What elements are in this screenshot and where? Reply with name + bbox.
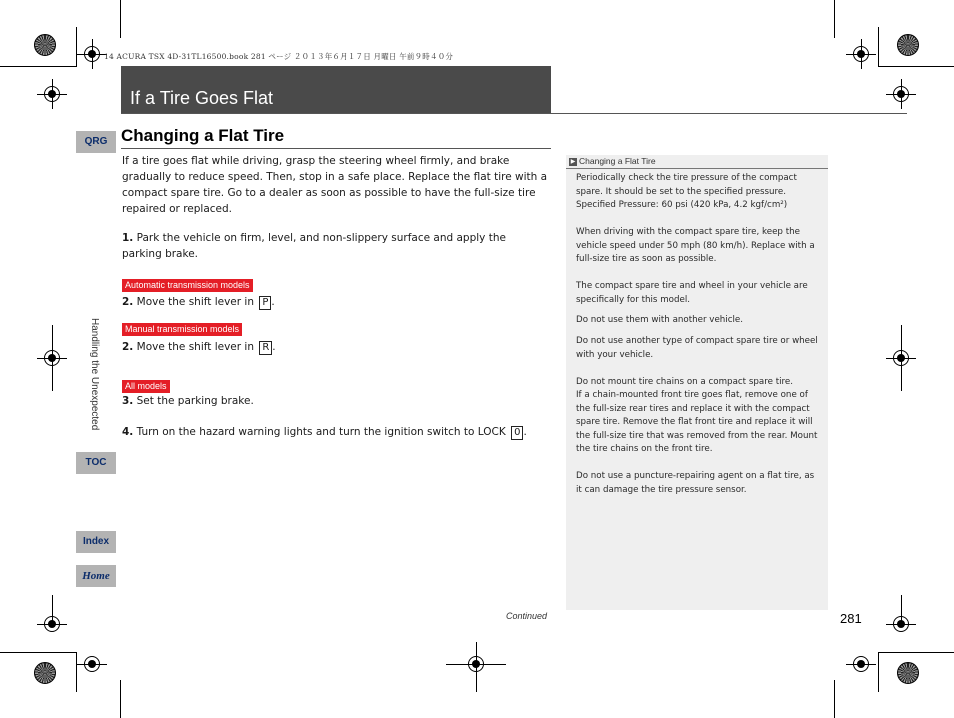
step-number: 2. xyxy=(122,296,134,308)
automatic-transmission-tag: Automatic transmission models xyxy=(122,279,253,292)
crop-line xyxy=(76,652,77,692)
ignition-lock-key: 0 xyxy=(511,426,523,440)
title-rule xyxy=(121,113,907,114)
crop-line xyxy=(0,66,76,67)
notes-heading-text: Changing a Flat Tire xyxy=(579,156,656,166)
crop-line xyxy=(120,0,121,38)
step-1 xyxy=(122,230,522,262)
step-text: Move the shift lever in xyxy=(136,296,254,308)
crosshair-line xyxy=(77,664,107,665)
crop-line xyxy=(52,325,53,391)
note-paragraph: The compact spare tire and wheel in your vehicle are specifically for this model. xyxy=(576,281,808,305)
crop-line xyxy=(878,27,879,67)
all-models-tag: All models xyxy=(122,380,170,393)
page-number: 281 xyxy=(840,611,862,626)
step-number: 3. xyxy=(122,395,134,407)
intro-paragraph: If a tire goes flat while driving, grasp the steering wheel firmly, and brake gradually to reduce speed. Then, stop in a safe place. Replace the flat tire with a compact spare tire. Go to a dealer as soon as possible to have the full-size tire repaired or replaced. xyxy=(122,155,548,215)
crosshair-line xyxy=(901,79,902,109)
crosshair-line xyxy=(52,79,53,109)
shift-position-r-key: R xyxy=(259,341,272,355)
section-title: Changing a Flat Tire xyxy=(121,126,285,145)
registration-target-icon xyxy=(34,34,56,56)
crosshair-line xyxy=(901,595,902,625)
crop-line xyxy=(901,325,902,391)
section-side-label: Handling the Unexpected xyxy=(89,318,100,431)
book-info-line: 14 ACURA TSX 4D-31TL16500.book 281 ページ ２０１３年６月１７日 月曜日 午前９時４０分 xyxy=(104,52,454,61)
shift-position-p-key: P xyxy=(259,296,271,310)
qrg-button[interactable]: QRG xyxy=(76,131,116,153)
registration-target-icon xyxy=(897,662,919,684)
step-2-manual: 2. Move the shift lever in R . xyxy=(122,341,276,353)
index-button[interactable]: Index xyxy=(76,531,116,553)
crop-line xyxy=(0,652,76,653)
crop-line xyxy=(76,27,77,67)
note-paragraph: Periodically check the tire pressure of the compact spare. It should be set to the specified pressure. xyxy=(576,173,797,197)
step-text: Set the parking brake. xyxy=(136,395,254,407)
home-button[interactable]: Home xyxy=(76,565,116,587)
step-number: 4. xyxy=(122,426,134,438)
manual-transmission-tag: Manual transmission models xyxy=(122,323,242,336)
section-rule xyxy=(121,148,551,149)
crop-line xyxy=(878,652,954,653)
crosshair-line xyxy=(846,664,876,665)
crosshair-line xyxy=(52,595,53,625)
step-text: Park the vehicle on firm, level, and non-slippery surface and apply the parking brake. xyxy=(122,232,506,260)
note-paragraph: Do not use a puncture-repairing agent on a flat tire, as it can damage the tire pressure sensor. xyxy=(576,471,815,495)
registration-target-icon xyxy=(34,662,56,684)
crosshair-line xyxy=(92,39,93,69)
step-text: Move the shift lever in xyxy=(136,341,254,353)
step-number: 1. xyxy=(122,232,134,244)
notes-heading xyxy=(569,156,656,166)
crop-line xyxy=(878,66,954,67)
crop-line xyxy=(834,0,835,38)
note-paragraph: Do not mount tire chains on a compact spare tire. xyxy=(576,377,793,387)
crop-line xyxy=(120,680,121,718)
crosshair-line xyxy=(476,642,477,692)
note-paragraph: When driving with the compact spare tire, keep the vehicle speed under 50 mph (80 km/h). Replace with a full-size tire as soon as possible. xyxy=(576,227,815,264)
registration-target-icon xyxy=(897,34,919,56)
note-paragraph: Specified Pressure: 60 psi (420 kPa, 4.2 kgf/cm²) xyxy=(576,200,788,210)
reference-arrow-icon: ▶ xyxy=(570,158,576,165)
note-paragraph: If a chain-mounted front tire goes flat, remove one of the full-size rear tires and replace it with the compact spare tire. Remove the flat front tire and replace it will the full-size tire that was removed from the rear. Mount the tire chains on the front tire. xyxy=(576,390,818,454)
step-2-automatic: 2. Move the shift lever in P . xyxy=(122,296,275,308)
note-paragraph: Do not use another type of compact spare tire or wheel with your vehicle. xyxy=(576,336,818,360)
step-3 xyxy=(122,393,254,409)
toc-button[interactable]: TOC xyxy=(76,452,116,474)
step-text: Turn on the hazard warning lights and turn the ignition switch to LOCK xyxy=(136,426,506,438)
step-number: 2. xyxy=(122,341,134,353)
note-paragraph: Do not use them with another vehicle. xyxy=(576,315,744,325)
crop-line xyxy=(878,652,879,692)
crosshair-line xyxy=(861,39,862,69)
crop-line xyxy=(834,680,835,718)
continued-label: Continued xyxy=(506,611,548,621)
step-4: 4. Turn on the hazard warning lights and turn the ignition switch to LOCK 0 . xyxy=(122,426,527,438)
chapter-title: If a Tire Goes Flat xyxy=(130,88,274,108)
